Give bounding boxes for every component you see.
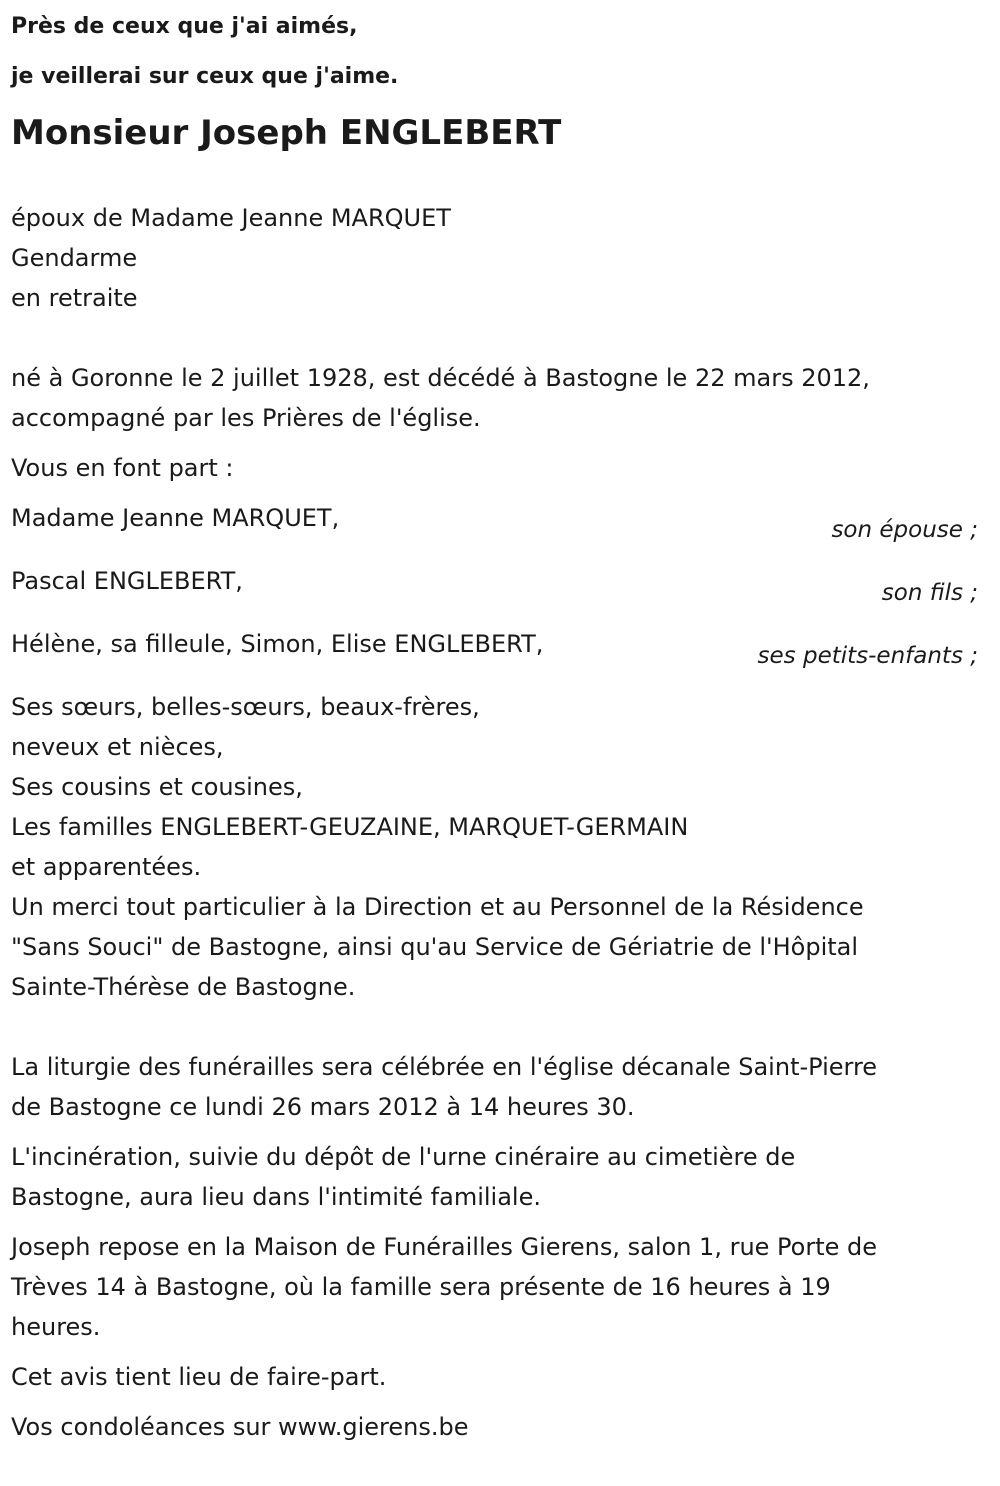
repose-line: Joseph repose en la Maison de Funérailles Gierens, salon 1, rue Porte de	[11, 1233, 878, 1261]
profession-line: Gendarme	[11, 244, 138, 272]
prayers-line: accompagné par les Prières de l'église.	[11, 404, 481, 432]
thanks-line: Un merci tout particulier à la Direction et au Personnel de la Résidence	[11, 893, 864, 921]
spouse-line: époux de Madame Jeanne MARQUET	[11, 204, 451, 232]
liturgy-line: La liturgie des funérailles sera célébrée en l'église décanale Saint-Pierre	[11, 1053, 878, 1081]
repose-block	[11, 1227, 989, 1347]
birth-death-line: né à Goronne le 2 juillet 1928, est décédé à Bastogne le 22 mars 2012,	[11, 364, 870, 392]
incineration-line: L'incinération, suivie du dépôt de l'urne cinéraire au cimetière de	[11, 1143, 796, 1171]
announce-intro: Vous en font part :	[11, 454, 234, 482]
incineration-block	[11, 1137, 989, 1217]
repose-line: Trèves 14 à Bastogne, où la famille sera présente de 16 heures à 19	[11, 1273, 831, 1301]
relatives-line: Ses sœurs, belles-sœurs, beaux-frères,	[11, 693, 480, 721]
family-relation: ses petits-enfants ;	[757, 643, 978, 669]
relatives-line: neveux et nièces,	[11, 733, 224, 761]
family-relation: son fils ;	[881, 580, 978, 606]
deceased-name: Monsieur Joseph ENGLEBERT	[11, 113, 562, 153]
relatives-line: Les familles ENGLEBERT-GEUZAINE, MARQUET-GERMAIN	[11, 813, 689, 841]
thanks-block	[11, 887, 989, 1007]
family-entry	[11, 498, 989, 561]
verse-line-1: Près de ceux que j'ai aimés,	[11, 14, 358, 39]
relatives-block	[11, 687, 989, 887]
birth-death-block	[11, 358, 989, 438]
retirement-line: en retraite	[11, 284, 138, 312]
relatives-line: et apparentées.	[11, 853, 202, 881]
family-list	[11, 498, 989, 687]
relatives-line: Ses cousins et cousines,	[11, 773, 303, 801]
spouse-block	[11, 198, 989, 318]
family-member-name: Madame Jeanne MARQUET,	[11, 504, 340, 532]
family-member-name: Hélène, sa filleule, Simon, Elise ENGLEBERT,	[11, 630, 544, 658]
verse-line-2: je veillerai sur ceux que j'aime.	[11, 64, 399, 89]
repose-line: heures.	[11, 1313, 101, 1341]
opening-verse	[11, 2, 989, 102]
notice-line: Cet avis tient lieu de faire-part.	[11, 1363, 387, 1391]
family-entry	[11, 561, 989, 624]
obituary-notice	[0, 2, 1000, 1486]
thanks-line: Sainte-Thérèse de Bastogne.	[11, 973, 356, 1001]
incineration-line: Bastogne, aura lieu dans l'intimité familiale.	[11, 1183, 541, 1211]
family-relation: son épouse ;	[831, 517, 978, 543]
liturgy-line: de Bastogne ce lundi 26 mars 2012 à 14 heures 30.	[11, 1093, 635, 1121]
family-entry	[11, 624, 989, 687]
liturgy-block	[11, 1047, 989, 1127]
thanks-line: "Sans Souci" de Bastogne, ainsi qu'au Service de Gériatrie de l'Hôpital	[11, 933, 859, 961]
condolences-line: Vos condoléances sur www.gierens.be	[11, 1413, 469, 1441]
family-member-name: Pascal ENGLEBERT,	[11, 567, 243, 595]
